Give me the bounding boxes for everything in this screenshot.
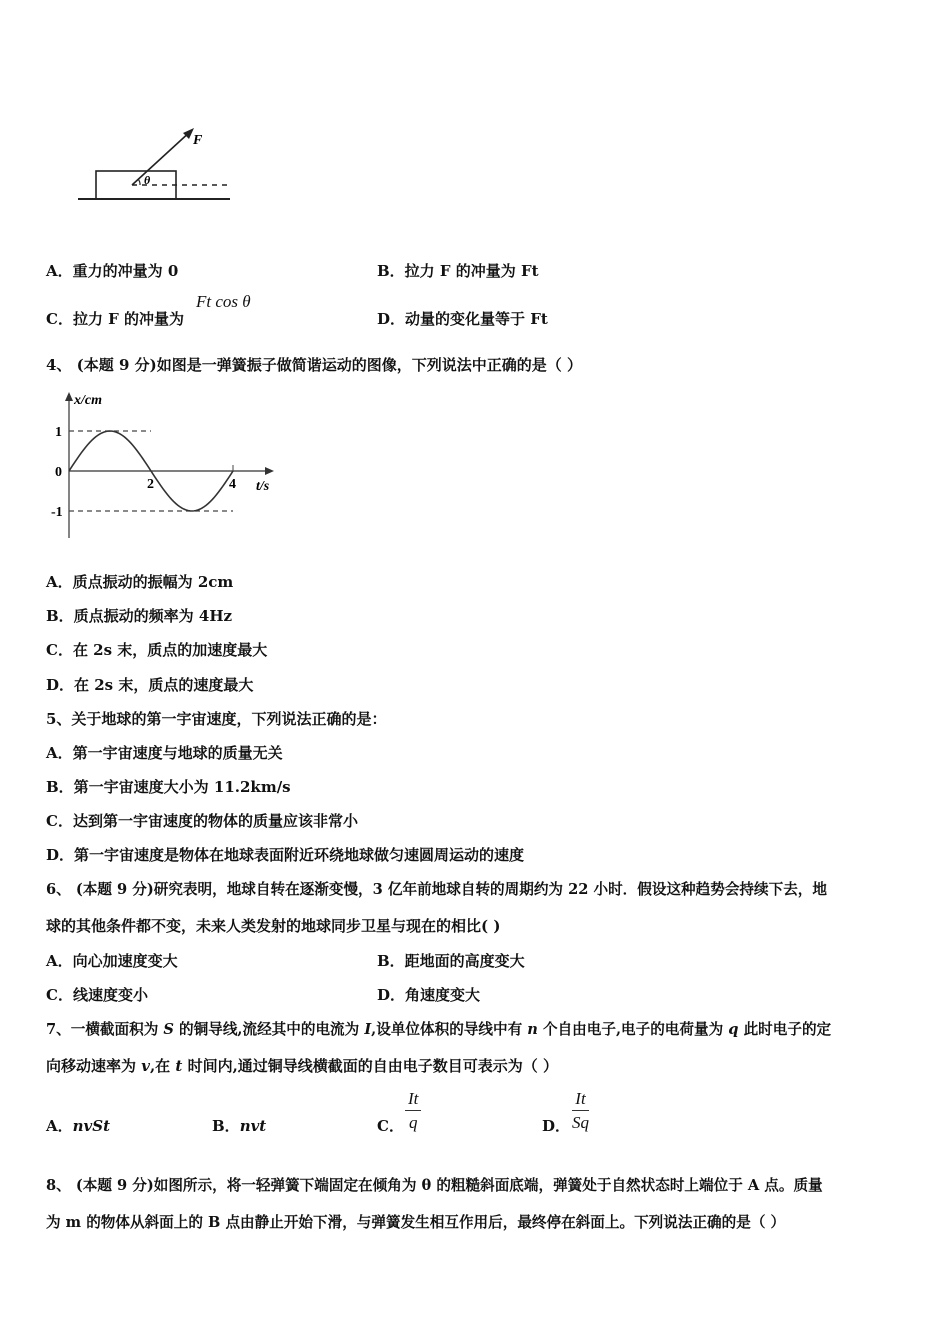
q7-option-c-label: C． — [377, 1117, 404, 1135]
y-tick-label: 1 — [55, 425, 62, 440]
q5-option-a: A．第一宇宙速度与地球的质量无关 — [46, 744, 283, 762]
angle-label: θ — [144, 173, 151, 187]
x-tick-label: 4 — [229, 477, 236, 492]
q4-option-d: D．在 2s 末，质点的速度最大 — [46, 676, 254, 694]
y-axis-arrow — [65, 392, 73, 401]
q5-option-d: D．第一宇宙速度是物体在地球表面附近环绕地球做匀速圆周运动的速度 — [46, 846, 525, 864]
q7-option-b: B．nvt — [212, 1117, 267, 1135]
q6-option-d: D．角速度变大 — [377, 986, 481, 1004]
q7-stem-line1: 7、一横截面积为 S 的铜导线,流经其中的电流为 I,设单位体积的导线中有 n 个自由电子,电子的电荷量为 q 此时电子的定 — [46, 1021, 832, 1038]
shm-chart — [44, 386, 284, 548]
y-tick-label: -1 — [51, 505, 63, 520]
q3-option-b: B．拉力 F 的冲量为 Ft — [377, 262, 539, 280]
q8-stem-line1: 8、 (本题 9 分)如图所示，将一轻弹簧下端固定在倾角为 θ 的粗糙斜面底端，弹簧处于自然状态时上端位于 A 点。质量 — [46, 1177, 823, 1194]
q3-option-a: A．重力的冲量为 0 — [46, 262, 179, 280]
q6-stem-line1: 6、 (本题 9 分)研究表明，地球自转在逐渐变慢，3 亿年前地球自转的周期约为 22 小时．假设这种趋势会持续下去，地 — [46, 881, 827, 898]
q5-stem: 5、关于地球的第一宇宙速度，下列说法正确的是： — [46, 710, 387, 728]
x-axis-arrow — [265, 467, 274, 475]
q7-option-d-label: D． — [542, 1117, 571, 1135]
q3-option-c: C．拉力 F 的冲量为 — [46, 310, 185, 328]
q7-stem-line2: 向移动速率为 v,在 t 时间内,通过铜导线横截面的自由电子数目可表示为（ ） — [46, 1057, 559, 1075]
q4-option-c: C．在 2s 末，质点的加速度最大 — [46, 641, 268, 659]
q6-option-c: C．线速度变小 — [46, 986, 148, 1004]
q7-option-c-numerator: It — [405, 1088, 421, 1111]
chart-layer — [51, 425, 236, 520]
q7-option-d-fraction — [572, 1088, 589, 1135]
x-axis-label: t/s — [256, 479, 270, 494]
q7-option-d-numerator: It — [572, 1088, 589, 1111]
q4-option-a: A．质点振动的振幅为 2cm — [46, 573, 234, 591]
q7-option-c-fraction — [405, 1088, 421, 1135]
angle-arc — [138, 179, 140, 185]
force-label: F — [193, 133, 203, 148]
x-tick-label: 2 — [147, 477, 154, 492]
q7-option-c-denominator: q — [408, 1113, 418, 1132]
q6-stem-line2: 球的其他条件都不变，未来人类发射的地球同步卫星与现在的相比( ) — [46, 917, 501, 935]
q8-stem-line2: 为 m 的物体从斜面上的 B 点由静止开始下滑，与弹簧发生相互作用后，最终停在斜面上。下列说法正确的是（ ） — [46, 1214, 786, 1231]
y-tick-label: 0 — [55, 465, 62, 480]
y-axis-label: x/cm — [74, 393, 102, 408]
q4-option-b: B．质点振动的频率为 4Hz — [46, 607, 233, 625]
q5-option-c: C．达到第一宇宙速度的物体的质量应该非常小 — [46, 812, 358, 830]
q3-option-d: D．动量的变化量等于 Ft — [377, 310, 548, 328]
force-diagram — [70, 118, 245, 208]
q6-option-b: B．距地面的高度变大 — [377, 952, 525, 970]
q4-stem: 4、 (本题 9 分)如图是一弹簧振子做简谐运动的图像，下列说法中正确的是（ ） — [46, 356, 582, 374]
q7-option-a: A．nvSt — [46, 1117, 111, 1135]
q7-option-d-denominator: Sq — [572, 1113, 589, 1132]
q3-option-c-formula: Ft cos θ — [196, 292, 251, 311]
force-arrow — [132, 130, 192, 185]
q6-option-a: A．向心加速度变大 — [46, 952, 178, 970]
q5-option-b: B．第一宇宙速度大小为 11.2km/s — [46, 778, 291, 796]
